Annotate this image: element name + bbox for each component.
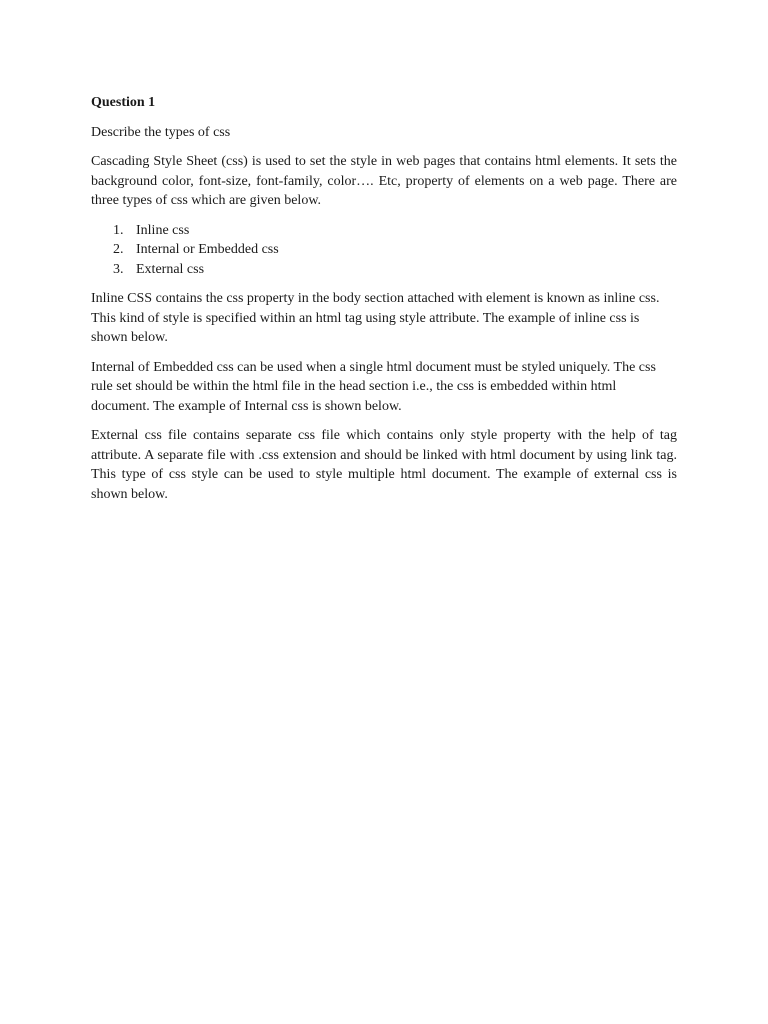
list-item-text: Inline css	[136, 222, 190, 238]
question-prompt: Describe the types of css	[91, 124, 231, 140]
document-page	[91, 93, 677, 514]
list-item-text: Internal or Embedded css	[136, 242, 279, 257]
list-item-number: 1.	[113, 222, 124, 238]
inline-css-paragraph: Inline CSS contains the css property in the body section attached with element is known as inline css. This kind of style is specified within an html tag using style attribute. The example of inline css is shown below.	[91, 291, 660, 345]
list-item-text: External css	[136, 261, 205, 277]
css-types-list	[91, 221, 677, 280]
list-item	[91, 221, 677, 241]
external-css-paragraph: External css file contains separate css file which contains only style property with the help of tag attribute. A separate file with .css extension and should be linked with html document by using link tag. This type of css style can be used to style multiple html document. The example of external css is shown below.	[91, 428, 677, 502]
list-item-number: 3.	[113, 261, 124, 277]
question-heading: Question 1	[91, 95, 156, 110]
internal-css-paragraph: Internal of Embedded css can be used when a single html document must be styled uniquely. The css rule set should be within the html file in the head section i.e., the css is embedded within html document. The example of Internal css is shown below.	[91, 359, 656, 414]
list-item	[91, 240, 677, 260]
list-item-number: 2.	[113, 242, 124, 257]
intro-paragraph: Cascading Style Sheet (css) is used to set the style in web pages that contains html elements. It sets the background color, font-size, font-family, color…. Etc, property of elements on a web page. There are three types of css which are given below.	[91, 154, 677, 208]
list-item	[91, 260, 677, 280]
